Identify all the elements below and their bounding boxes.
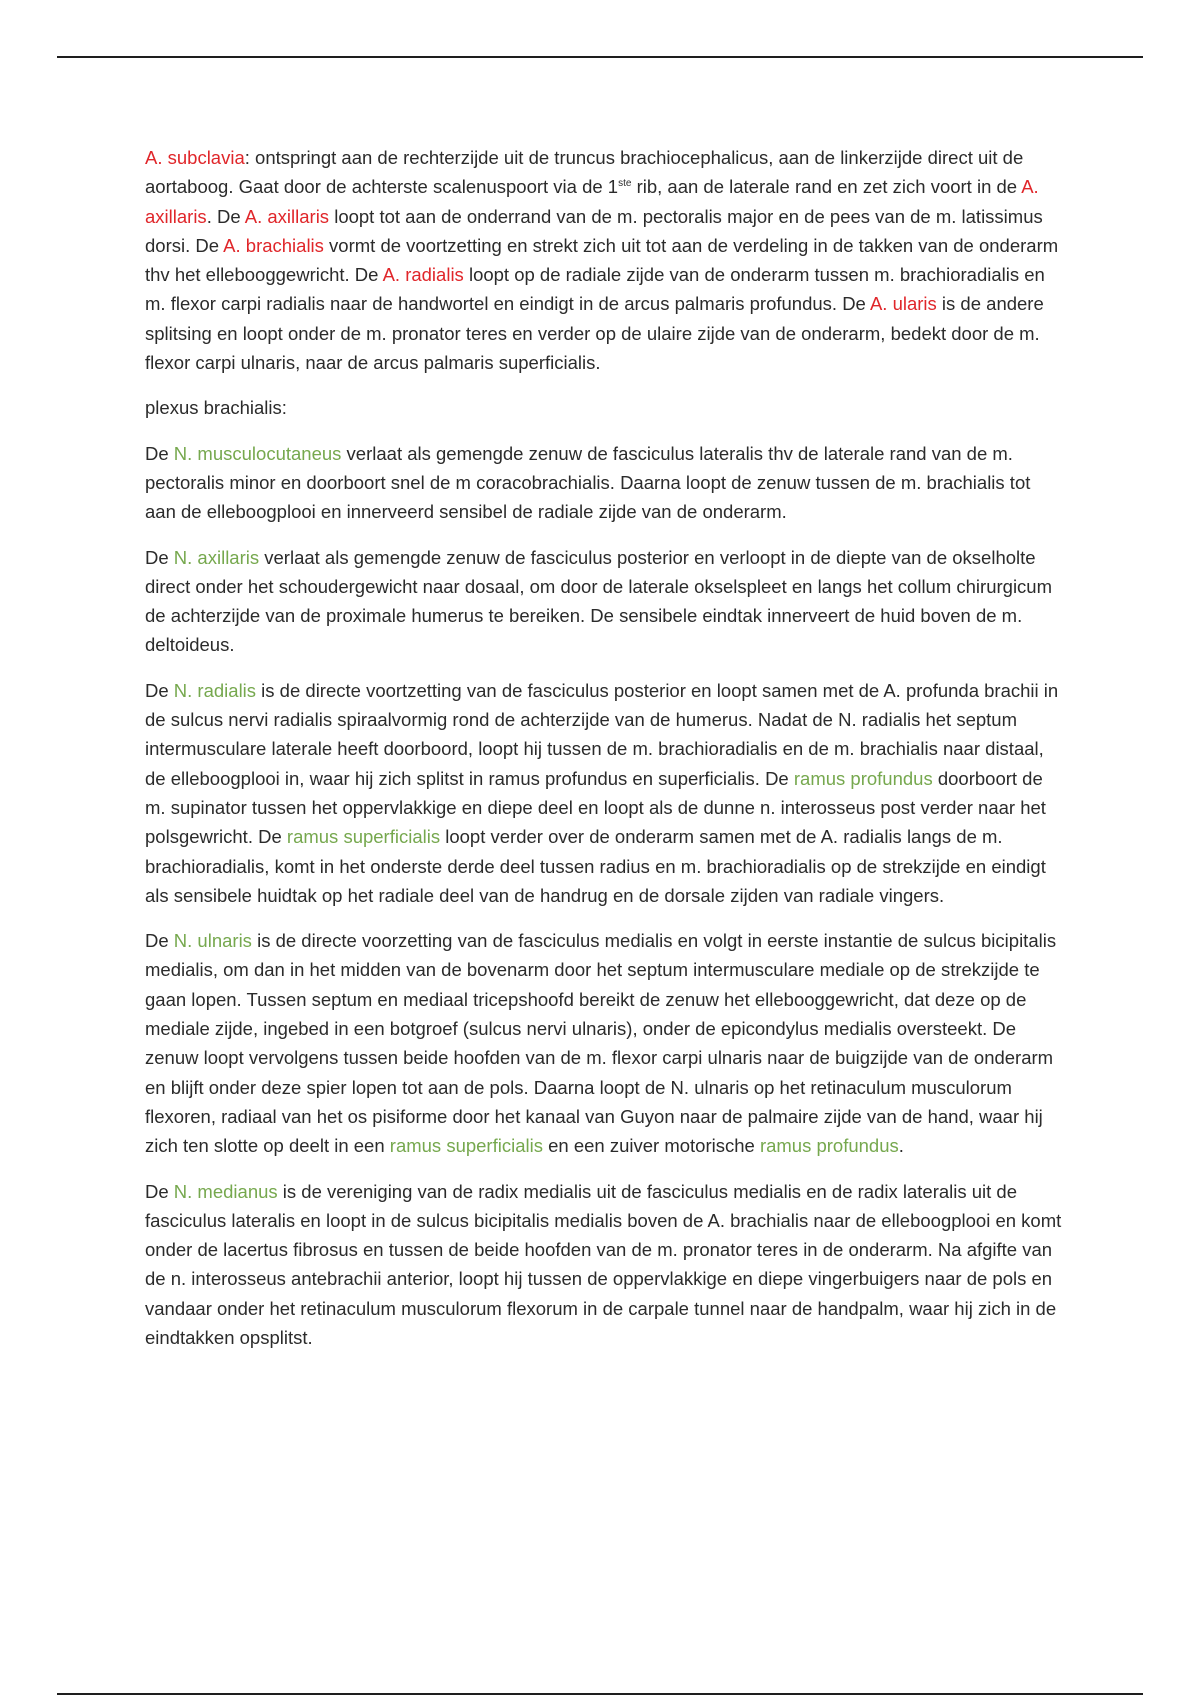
- paragraph-text: De: [145, 1180, 174, 1202]
- highlighted-term: A. radialis: [382, 264, 464, 286]
- highlighted-term: A. axillaris: [244, 205, 330, 227]
- highlighted-term: ramus profundus: [759, 1135, 899, 1157]
- document-body: [145, 143, 1065, 1368]
- highlighted-term: ramus superficialis: [389, 1135, 543, 1157]
- highlighted-term: ramus profundus: [793, 767, 933, 789]
- highlighted-term: N. medianus: [173, 1180, 278, 1202]
- paragraph-text: loopt op de radiale zijde van de onderarm tussen m. brachioradialis en m. flexor carpi radialis naar de handwortel en eindigt in de arcus palmaris profundus. De: [145, 264, 1045, 315]
- paragraph-text: is de vereniging van de radix medialis uit de fasciculus medialis en de radix lateralis uit de fasciculus lateralis en loopt in de sulcus bicipitalis medialis boven de A. brachialis naar de elleboogplooi en komt onder de lacertus fibrosus en tussen de beide hoofden van de m. pronator teres in de onderarm. Na afgifte van de n. interosseus antebrachii anterior, loopt hij tussen de oppervlakkige en diepe vingerbuigers naar de pols en vandaar onder het retinaculum musculorum flexorum in de carpale tunnel naar de handpalm, waar hij zich in de eindtakken opsplitst.: [145, 1180, 1062, 1348]
- paragraph-text: rib, aan de laterale rand en zet zich voort in de: [631, 176, 1022, 198]
- highlighted-term: A. ularis: [869, 293, 937, 315]
- footer-rule: [57, 1693, 1143, 1695]
- highlighted-term: N. musculocutaneus: [173, 442, 342, 464]
- superscript-text: ste: [618, 178, 632, 190]
- highlighted-term: N. radialis: [173, 679, 257, 701]
- highlighted-term: A. subclavia: [145, 147, 245, 168]
- paragraph-text: verlaat als gemengde zenuw de fasciculus lateralis thv de laterale rand van de m. pectoralis minor en doorboort snel de m coracobrachialis. Daarna loopt de zenuw tussen de m. brachialis tot aan de elleboogplooi en innerveerd sensibel de radiale zijde van de onderarm.: [145, 442, 1031, 523]
- paragraph: [145, 143, 1065, 377]
- paragraph: [145, 393, 1065, 422]
- paragraph-text: is de directe voorzetting van de fasciculus medialis en volgt in eerste instantie de sulcus bicipitalis medialis, om dan in het midden van de bovenarm door het septum intermusculare mediale op de strekzijde te gaan lopen. Tussen septum en mediaal tricepshoofd bereikt de zenuw het ellebooggewricht, dat deze op de mediale zijde, ingebed in een botgroef (sulcus nervi ulnaris), onder de epicondylus medialis oversteekt. De zenuw loopt vervolgens tussen beide hoofden van de m. flexor carpi ulnaris naar de buigzijde van de onderarm en blijft onder deze spier lopen tot aan de pols. Daarna loopt de N. ulnaris op het retinaculum musculorum flexoren, radiaal van het os pisiforme door het kanaal van Guyon naar de palmaire zijde van de hand, waar hij zich ten slotte op deelt in een: [145, 930, 1057, 1157]
- highlighted-term: N. ulnaris: [173, 930, 252, 952]
- paragraph-text: De: [145, 930, 174, 952]
- paragraph-text: doorboort de m. supinator tussen het oppervlakkige en diepe deel en loopt als de dunne n. interosseus post verder naar het polsgewricht. De: [145, 767, 1046, 848]
- paragraph-text: en een zuiver motorische: [542, 1135, 760, 1157]
- highlighted-term: ramus superficialis: [286, 826, 441, 848]
- paragraph-text: De: [145, 679, 174, 701]
- paragraph-text: plexus brachialis:: [145, 397, 287, 419]
- highlighted-term: A. brachialis: [223, 234, 324, 256]
- paragraph: [145, 439, 1065, 527]
- header-rule: [57, 56, 1143, 58]
- paragraph-text: .: [898, 1135, 904, 1157]
- paragraph-text: vormt de voortzetting en strekt zich uit tot aan de verdeling in de takken van de onderarm thv het ellebooggewricht. De: [145, 234, 1059, 286]
- paragraph: [145, 1177, 1065, 1353]
- paragraph-text: loopt verder over de onderarm samen met de A. radialis langs de m. brachioradialis, komt in het onderste derde deel tussen radius en m. brachioradialis op de strekzijde en eindigt als sensibele huidtak op het radiale deel van de handrug en de dorsale zijden van radiale vingers.: [145, 826, 1046, 906]
- paragraph-text: : ontspringt aan de rechterzijde uit de truncus brachiocephalicus, aan de linkerzijde direct uit de aortaboog. Gaat door de achterste scalenuspoort via de 1: [145, 147, 1024, 198]
- paragraph: [145, 926, 1065, 1160]
- paragraph-text: is de directe voortzetting van de fasciculus posterior en loopt samen met de A. profunda brachii in de sulcus nervi radialis spiraalvormig rond de achterzijde van de humerus. Nadat de N. radialis het septum intermusculare laterale heeft doorboord, loopt hij tussen de m. brachioradialis en de m. brachialis naar distaal, de elleboogplooi in, waar hij zich splitst in ramus profundus en superficialis. De: [145, 679, 1059, 789]
- paragraph-text: loopt tot aan de onderrand van de m. pectoralis major en de pees van de m. latissimus dorsi. De: [145, 205, 1043, 256]
- highlighted-term: A. axillaris: [145, 176, 1039, 227]
- paragraph: [145, 676, 1065, 910]
- paragraph-text: De: [145, 442, 174, 464]
- paragraph-text: is de andere splitsing en loopt onder de m. pronator teres en verder op de ulaire zijde van de onderarm, bedekt door de m. flexor carpi ulnaris, naar de arcus palmaris superficialis.: [145, 293, 1044, 374]
- highlighted-term: N. axillaris: [173, 546, 260, 568]
- paragraph-text: De: [145, 546, 174, 568]
- paragraph: [145, 543, 1065, 660]
- paragraph-text: . De: [206, 205, 245, 227]
- paragraph-text: verlaat als gemengde zenuw de fasciculus posterior en verloopt in de diepte van de okselholte direct onder het schoudergewicht naar dosaal, om door de laterale okselspleet en langs het collum chirurgicum de achterzijde van de proximale humerus te bereiken. De sensibele eindtak innerveert de huid boven de m. deltoideus.: [145, 546, 1053, 656]
